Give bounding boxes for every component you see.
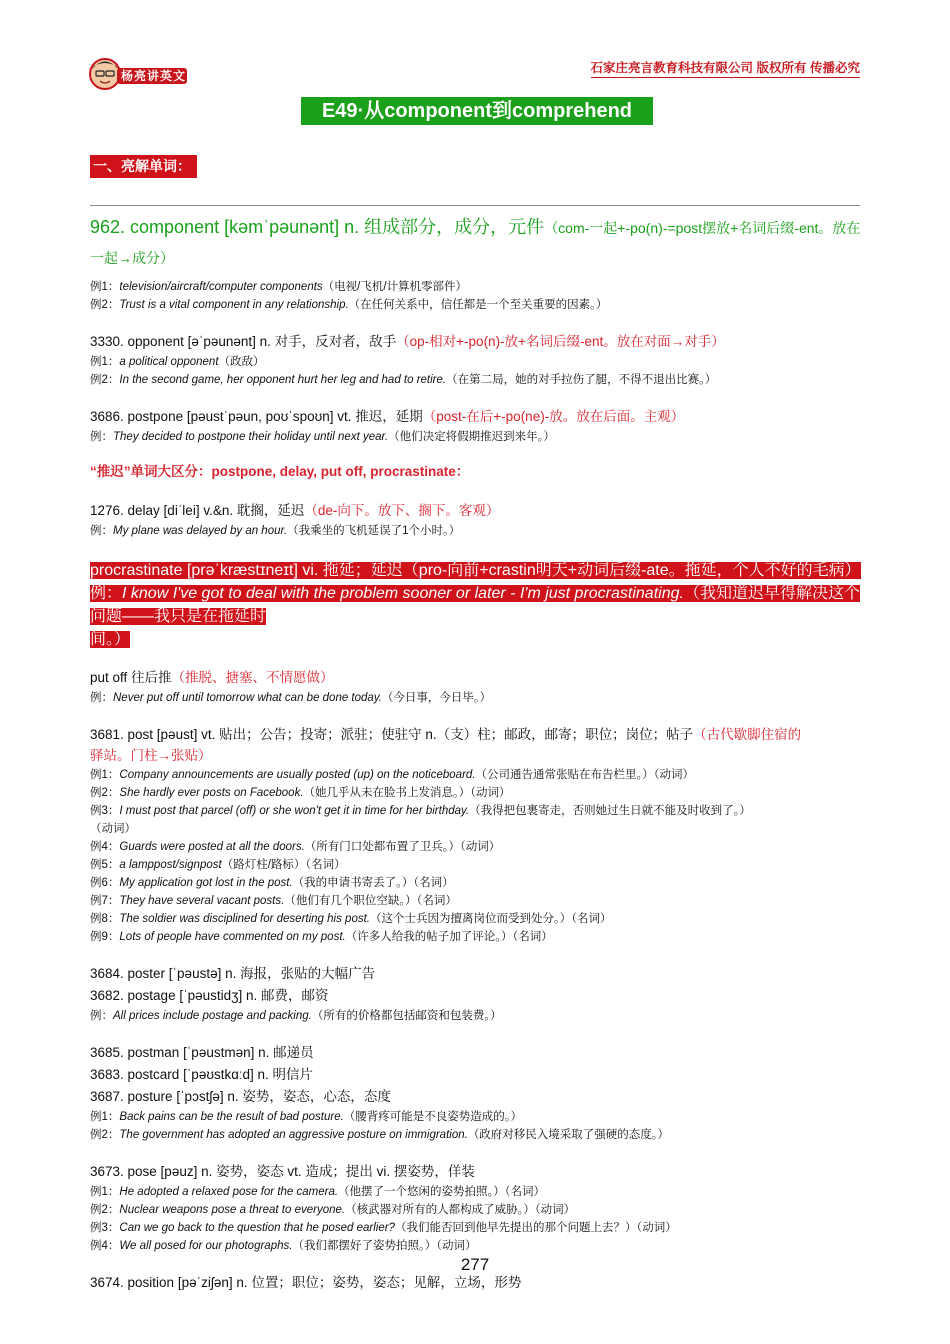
example-en: We all posed for our photographs.	[119, 1240, 293, 1252]
entry-head: put off 往后推	[90, 670, 172, 685]
example-en: They have several vacant posts.	[119, 895, 285, 907]
logo	[88, 56, 188, 92]
example-en: She hardly ever posts on Facebook.	[119, 787, 304, 799]
example-zh: （公司通告通常张贴在布告栏里。）（动词）	[475, 769, 694, 781]
example-en: My plane was delayed by an hour.	[113, 525, 288, 537]
example-en: My application got lost in the post.	[119, 877, 293, 889]
example	[90, 1108, 862, 1126]
example-en: All prices include postage and packing.	[113, 1010, 312, 1022]
example-zh: （许多人给我的帖子加了评论。）（名词）	[345, 931, 553, 943]
example-label: 例：	[90, 585, 123, 602]
entry-postman: 3685. postman [ˈpəustmən] n. 邮递员	[90, 1045, 314, 1060]
entry-post	[90, 724, 862, 746]
copyright-notice: 石家庄亮言教育科技有限公司 版权所有 传播必究	[591, 58, 860, 78]
example-en: Guards were posted at all the doors.	[119, 841, 305, 853]
entry-component	[90, 213, 862, 273]
example-label: 例1：	[90, 1111, 120, 1123]
entry-position: 3674. position [pəˈziʃən] n. 位置；职位；姿势，姿态；见解，立场，形势	[90, 1275, 522, 1290]
entry-put-off	[90, 667, 862, 689]
example-en: The government has adopted an aggressive posture on immigration.	[119, 1129, 468, 1141]
example	[90, 1201, 862, 1219]
example-en: a lamppost/signpost	[119, 859, 222, 871]
example	[90, 784, 862, 802]
entry-etymology: （古代歇脚住宿的	[693, 727, 802, 742]
content	[90, 213, 862, 1294]
example-en: Trust is a vital component in any relationship.	[119, 299, 349, 311]
entry-etymology: （com-一起+-po(n)-=post摆放+名词后缀-ent。放在一起→成分）	[90, 220, 861, 266]
example-zh: （我们能否回到他早先提出的那个问题上去？）（动词）	[394, 1222, 677, 1234]
section-heading: 一、亮解单词：	[90, 155, 197, 178]
entry-etymology: （推脱、搪塞、不情愿做）	[171, 670, 334, 685]
example	[90, 1007, 862, 1025]
example-label: 例5：	[90, 859, 120, 871]
example-label: 例2：	[90, 1129, 120, 1141]
example-label: 例2：	[90, 374, 120, 386]
example-en: Can we go back to the question that he posed earlier?	[119, 1222, 395, 1234]
example-zh: （这个士兵因为擅离岗位而受到处分。）（名词）	[369, 913, 612, 925]
example-label: 例：	[90, 431, 113, 443]
example	[90, 428, 862, 446]
example	[90, 689, 862, 707]
example-en: Nuclear weapons pose a threat to everyone.	[119, 1204, 346, 1216]
example-label: 例9：	[90, 931, 120, 943]
example-en: The soldier was disciplined for deserting his post.	[119, 913, 370, 925]
example	[90, 802, 862, 820]
example-zh: （我知道迟早得解决这个问题——我只是在拖延时	[90, 585, 860, 625]
example-label: 例1：	[90, 281, 120, 293]
entry-head: 1276. delay [diˈlei] v.&n. 耽搁，延迟	[90, 503, 305, 518]
example-zh: （核武器对所有的人都构成了威胁。）（动词）	[345, 1204, 576, 1216]
example-en: They decided to postpone their holiday until next year.	[113, 431, 389, 443]
example-label: 例1：	[90, 356, 120, 368]
divider	[90, 205, 860, 206]
example-label: 例：	[90, 525, 113, 537]
example-zh: （腰背疼可能是不良姿势造成的。）	[343, 1111, 523, 1123]
entry-head: 3330. opponent [əˈpəunənt] n. 对手，反对者，敌手	[90, 334, 397, 349]
synonym-note: “推迟”单词大区分：postpone, delay, put off, procrastinate：	[90, 464, 470, 479]
page-title: E49·从component到comprehend	[301, 97, 653, 125]
example	[90, 1219, 862, 1237]
entry-pose: 3673. pose [pəuz] n. 姿势，姿态 vt. 造成；提出 vi. 摆姿势，佯装	[90, 1164, 475, 1179]
entry-posture: 3687. posture [ˈpɔstʃə] n. 姿势，姿态，心态，态度	[90, 1089, 391, 1104]
example-label: 例：	[90, 692, 113, 704]
example-label: 例：	[90, 1010, 113, 1022]
example-zh: （在任何关系中，信任都是一个至关重要的因素。）	[348, 299, 608, 311]
entry-procrastinate	[90, 557, 862, 649]
entry-delay	[90, 500, 862, 522]
entry-head: 3681. post [pəust] vt. 贴出；公告；投寄；派驻；使驻守 n.（支）柱；邮政，邮寄；职位；岗位；帖子	[90, 727, 694, 742]
example-label: 例7：	[90, 895, 120, 907]
entry-etymology: （post-在后+-po(ne)-放。放在后面。主观）	[422, 409, 685, 424]
example-label: 例2：	[90, 299, 120, 311]
example-zh: （他们有几个职位空缺。）（名词）	[284, 895, 457, 907]
example-label: 例8：	[90, 913, 120, 925]
entry-etymology: （de-向下。放下、搁下。客观）	[304, 503, 500, 518]
example	[90, 928, 862, 946]
example-label: 例6：	[90, 877, 120, 889]
entry-head: 962. component [kəmˈpəunənt] n. 组成部分，成分，元件	[90, 217, 545, 237]
example-zh: （我得把包裹寄走，否则她过生日就不能及时收到了。）	[469, 805, 751, 817]
entry-postpone	[90, 406, 862, 428]
example-zh-cont: 间。）	[90, 631, 131, 648]
example	[90, 353, 862, 371]
example	[90, 1183, 862, 1201]
example	[90, 874, 862, 892]
example-label: 例1：	[90, 1186, 120, 1198]
example-label: 例2：	[90, 787, 120, 799]
example	[90, 892, 862, 910]
example	[90, 278, 862, 296]
example-zh: （我们都摆好了姿势拍照。）（动词）	[292, 1240, 477, 1252]
entry-poster: 3684. poster [ˈpəustə] n. 海报，张贴的大幅广告	[90, 966, 376, 981]
example	[90, 522, 862, 540]
example-zh: （路灯柱/路标）（名词）	[221, 859, 346, 871]
entry-head: 3686. postpone [pəustˈpəun, poʊˈspoʊn] vt. 推迟，延期	[90, 409, 423, 424]
example-label: 例3：	[90, 805, 120, 817]
example-label: 例2：	[90, 1204, 120, 1216]
example-zh: （今日事，今日毕。）	[381, 692, 492, 704]
example-zh: （电视/飞机/计算机零部件）	[322, 281, 468, 293]
example-zh: （她几乎从未在脸书上发消息。）（动词）	[303, 787, 511, 799]
example-label: 例4：	[90, 1240, 120, 1252]
example-en: He adopted a relaxed pose for the camera.	[119, 1186, 339, 1198]
entry-postage: 3682. postage [ˈpəustidʒ] n. 邮费，邮资	[90, 988, 329, 1003]
example-zh: （他们决定将假期推迟到来年。）	[388, 431, 555, 443]
example-label: 例4：	[90, 841, 120, 853]
example-en: Company announcements are usually posted (up) on the noticeboard.	[119, 769, 476, 781]
logo-text: 杨亮讲英文	[121, 69, 187, 83]
page-number: 277	[460, 1255, 490, 1274]
example-zh: （所有的价格都包括邮资和包装费。）	[311, 1010, 502, 1022]
example	[90, 371, 862, 389]
example-en: Never put off until tomorrow what can be done today.	[113, 692, 382, 704]
example-en: Back pains can be the result of bad posture.	[119, 1111, 344, 1123]
entry-etymology: （op-相对+-po(n)-放+名词后缀-ent。放在对面→对手）	[396, 334, 725, 349]
example-zh: （我乘坐的飞机延误了1个小时。）	[287, 525, 461, 537]
example-zh: （我的申请书寄丢了。）（名词）	[292, 877, 454, 889]
example-en: I know I've got to deal with the problem sooner or later - I'm just procrastinating.	[122, 585, 684, 602]
entry-opponent	[90, 331, 862, 353]
example	[90, 910, 862, 928]
example-label: 例1：	[90, 769, 120, 781]
example-en: In the second game, her opponent hurt her leg and had to retire.	[119, 374, 447, 386]
entry-head: procrastinate [prəˈkræstɪneɪt] vi. 拖延；延迟（pro-向前+crastin明天+动词后缀-ate。拖延，个人不好的毛病）	[90, 562, 861, 579]
example-label: 例3：	[90, 1222, 120, 1234]
example	[90, 856, 862, 874]
example-cont: （动词）	[90, 823, 136, 835]
example	[90, 838, 862, 856]
example-zh: （在第二局，她的对手拉伤了腿，不得不退出比赛。）	[446, 374, 717, 386]
example	[90, 766, 862, 784]
example-zh: （政敌）	[218, 356, 265, 368]
example-en: I must post that parcel (off) or she won't get it in time for her birthday.	[119, 805, 470, 817]
example	[90, 1126, 862, 1144]
example-en: television/aircraft/computer components	[119, 281, 323, 293]
example-en: a political opponent	[119, 356, 219, 368]
entry-etymology-cont: 驿站。门柱→张贴）	[90, 748, 212, 763]
example-zh: （所有门口处都布置了卫兵。）（动词）	[304, 841, 501, 853]
example	[90, 296, 862, 314]
example-zh: （政府对移民入境采取了强硬的态度。）	[467, 1129, 670, 1141]
example	[90, 1237, 862, 1255]
entry-postcard: 3683. postcard [ˈpəʊstkɑːd] n. 明信片	[90, 1067, 314, 1082]
example-zh: （他摆了一个悠闲的姿势拍照。）（名词）	[338, 1186, 546, 1198]
example-en: Lots of people have commented on my post.	[119, 931, 346, 943]
